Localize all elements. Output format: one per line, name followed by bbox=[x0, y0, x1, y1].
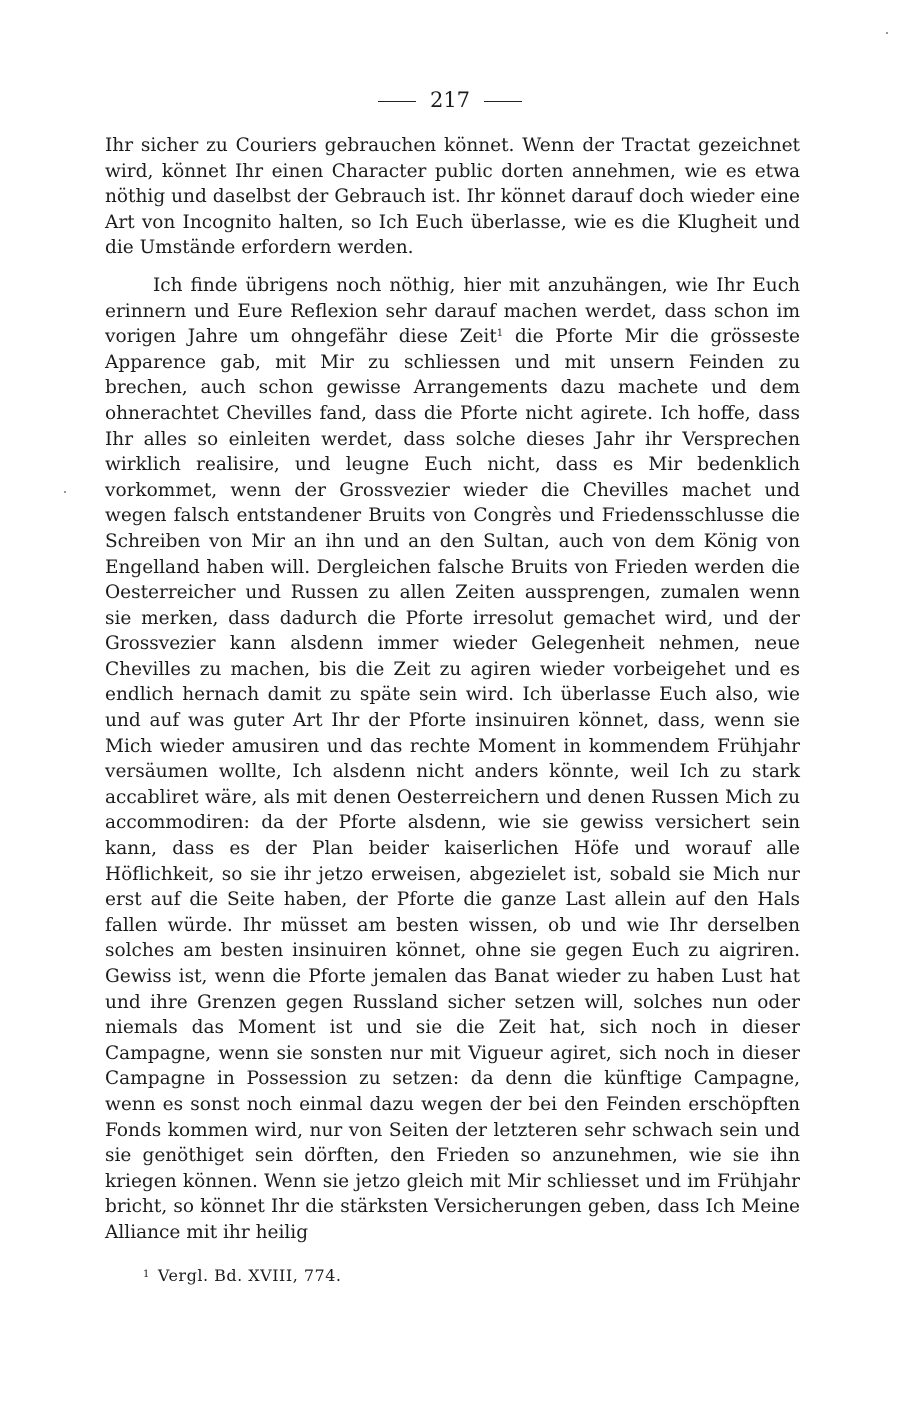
header-rule-right bbox=[484, 101, 522, 102]
paragraph-continued: Ihr sicher zu Couriers gebrauchen könnet. Wenn der Tractat gezeichnet wird, könnet Ihr einen Character public dorten annehmen, wie es etwa nöthig und daselbst der Gebrauch ist. Ihr könnet darauf doch wieder eine Art von Incognito halten, so Ich Euch überlasse, wie es die Klugheit und die Umstände erfordern werden. bbox=[105, 135, 800, 259]
scan-speck bbox=[886, 32, 888, 34]
footnote bbox=[143, 1264, 341, 1287]
footnote-mark: 1 bbox=[143, 1269, 150, 1280]
paragraph-main bbox=[105, 273, 800, 1246]
running-head bbox=[0, 86, 900, 114]
page-number: 217 bbox=[429, 88, 471, 112]
header-rule-left bbox=[378, 101, 416, 102]
paragraph-main-text-rest: die Pforte Mir die grösseste Apparence gab, mit Mir zu schliessen und mit unsern Feinden zu brechen, auch schon gewisse Arrangements dazu machete und dem ohnerachtet Chevilles fand, dass die Pforte nicht agirete. Ich hoffe, dass Ihr alles so einleiten werdet, dass solche dieses Jahr ihr Versprechen wirklich realisire, und leugne Euch nicht, dass es Mir bedenklich vorkommet, wenn der Grossvezier wieder die Chevilles machet und wegen falsch entstandener Bruits von Congrès und Friedensschlusse die Schreiben von Mir an ihn und an den Sultan, auch von dem König von Engelland haben will. Dergleichen falsche Bruits von Frieden werden die Oesterreicher und Russen zu allen Zeiten aussprengen, zumalen wenn sie merken, dass dadurch die Pforte irresolut gemachet wird, und der Grossvezier kann alsdenn immer wieder Gelegenheit nehmen, neue Chevilles zu machen, bis die Zeit zu agiren wieder vorbeigehet und es endlich hernach damit zu späte sein wird. Ich überlasse Euch also, wie und auf was guter Art Ihr der Pforte insinuiren könnet, dass, wenn sie Mich wieder amusiren und das rechte Moment in kommendem Frühjahr versäumen wollte, Ich alsdenn nicht anders könnte, weil Ich zu stark accabliret wäre, als mit denen Oesterreichern und denen Russen Mich zu accommodiren: da der Pforte alsdenn, wie sie gewiss versichert sein kann, dass es der Plan beider kaiserlichen Höfe und worauf alle Höflichkeit, so sie ihr jetzo erweisen, abgezielet ist, sobald sie Mich nur erst auf die Seite haben, der Pforte die ganze Last allein auf den Hals fallen würde. Ihr müsset am besten wissen, ob und wie Ihr derselben solches am besten insinuiren könnet, ohne sie gegen Euch zu aigriren. Gewiss ist, wenn die Pforte jemalen das Banat wieder zu haben Lust hat und ihre Grenzen gegen Russland sicher setzen will, solches nun oder niemals das Moment ist und sie die Zeit hat, sich noch in dieser Campagne, wenn sie sonsten nur mit Vigueur agiret, sich noch in dieser Campagne in Possession zu setzen: da denn die künftige Campagne, wenn es sonst noch einmal dazu wegen der bei den Feinden erschöpften Fonds kommen wird, nur von Seiten der letzteren sehr schwach sein und sie genöthiget sein dörften, den Frieden so anzunehmen, wie sie ihn kriegen können. Wenn sie jetzo gleich mit Mir schliesset und im Frühjahr bricht, so könnet Ihr die stärksten Versicherungen geben, dass Ich Meine Alliance mit ihr heilig bbox=[105, 326, 800, 1243]
scan-speck bbox=[64, 491, 66, 493]
footnote-text: Vergl. Bd. XVIII, 774. bbox=[157, 1266, 342, 1285]
body-text bbox=[105, 133, 800, 1246]
footnote-reference-mark: 1 bbox=[496, 328, 504, 340]
paragraph-main-text-start: Ich finde übrigens noch nöthig, hier mit anzuhängen, wie Ihr Euch erinnern und Eure Reflexion sehr darauf machen werdet, dass schon im vorigen Jahre um ohngefähr diese Zeit bbox=[105, 274, 800, 348]
